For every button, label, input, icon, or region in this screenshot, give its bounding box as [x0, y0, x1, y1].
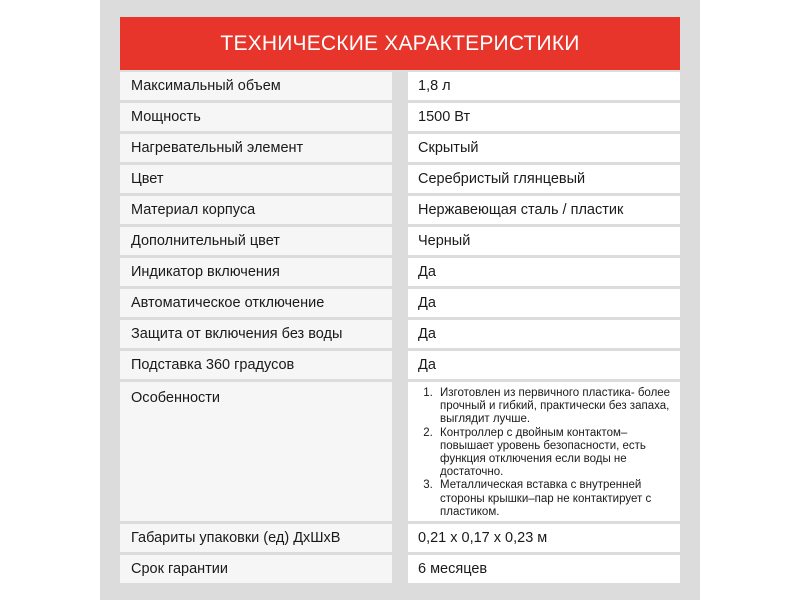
- spec-row-dry-protection: [120, 320, 680, 348]
- spec-table: [120, 72, 680, 586]
- spec-value: 1,8 л: [408, 72, 680, 100]
- spec-row-features: [120, 382, 680, 521]
- spec-label: Габариты упаковки (ед) ДхШхВ: [120, 524, 392, 552]
- spec-label: Дополнительный цвет: [120, 227, 392, 255]
- spec-row-warranty: [120, 555, 680, 583]
- spec-label: Материал корпуса: [120, 196, 392, 224]
- list-item: 1. Изготовлен из первичного пластика- более прочный и гибкий, практически без запаха, выглядит лучше.: [436, 387, 672, 427]
- spec-row-extra-color: [120, 227, 680, 255]
- spec-label: Защита от включения без воды: [120, 320, 392, 348]
- spec-value: Да: [408, 351, 680, 379]
- spec-row-360-base: [120, 351, 680, 379]
- spec-row-auto-off: [120, 289, 680, 317]
- spec-value: Да: [408, 320, 680, 348]
- spec-value: Скрытый: [408, 134, 680, 162]
- spec-row-max-volume: [120, 72, 680, 100]
- spec-value: Нержавеющая сталь / пластик: [408, 196, 680, 224]
- spec-label: Особенности: [120, 382, 392, 521]
- spec-value: 1500 Вт: [408, 103, 680, 131]
- spec-row-heating-element: [120, 134, 680, 162]
- spec-value: Черный: [408, 227, 680, 255]
- page-title: ТЕХНИЧЕСКИЕ ХАРАКТЕРИСТИКИ: [120, 17, 680, 70]
- spec-label: Цвет: [120, 165, 392, 193]
- spec-row-power-indicator: [120, 258, 680, 286]
- spec-row-power: [120, 103, 680, 131]
- spec-label: Индикатор включения: [120, 258, 392, 286]
- spec-label: Максимальный объем: [120, 72, 392, 100]
- spec-row-body-material: [120, 196, 680, 224]
- spec-row-package-dimensions: [120, 524, 680, 552]
- spec-label: Автоматическое отключение: [120, 289, 392, 317]
- spec-label: Мощность: [120, 103, 392, 131]
- spec-value: Серебристый глянцевый: [408, 165, 680, 193]
- list-item: 2. Контроллер с двойным контактом– повышает уровень безопасности, есть функция отключения если воды не достаточно.: [436, 427, 672, 480]
- spec-label: Подставка 360 градусов: [120, 351, 392, 379]
- spec-value: 0,21 х 0,17 х 0,23 м: [408, 524, 680, 552]
- features-list: [414, 387, 672, 519]
- list-item: 3. Металлическая вставка с внутренней стороны крышки–пар не контактирует с пластиком.: [436, 479, 672, 519]
- spec-label: Срок гарантии: [120, 555, 392, 583]
- spec-value: 6 месяцев: [408, 555, 680, 583]
- spec-value: Да: [408, 289, 680, 317]
- spec-value: Да: [408, 258, 680, 286]
- spec-sheet: [100, 0, 700, 600]
- spec-value-features: [408, 382, 680, 521]
- spec-label: Нагревательный элемент: [120, 134, 392, 162]
- spec-row-color: [120, 165, 680, 193]
